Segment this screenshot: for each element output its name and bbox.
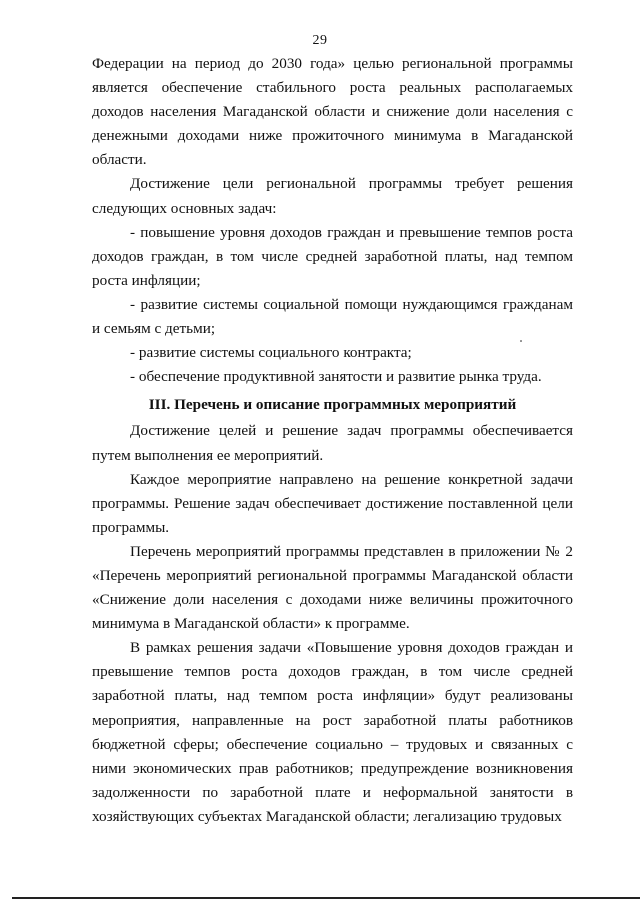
scan-speck: [520, 340, 522, 342]
paragraph-each-measure: Каждое мероприятие направлено на решение конкретной задачи программы. Решение задач обеспечивает достижение поставленной цели программы.: [92, 470, 573, 536]
list-item-employment: - обеспечение продуктивной занятости и развитие рынка труда.: [130, 368, 542, 386]
paragraph-within-task: В рамках решения задачи «Повышение уровня доходов граждан и превышение темпов роста доходов граждан, в том числе средней заработной платы, над темпом роста инфляции» будут реализованы мероприятия, направленные на рост заработной платы работников бюджетной сферы; обеспечение социально – трудовых и связанных с ними экономических прав работников; предупреждение возникновения задолженности по заработной плате и неформальной занятости в хозяйствующих субъектах Магаданской области; легализацию трудовых: [92, 639, 573, 825]
list-item-income-growth: - повышение уровня доходов граждан и превышение темпов роста доходов граждан, в том числе средней заработной платы, над темпом роста инфляции;: [92, 223, 573, 289]
bottom-scan-edge: [12, 897, 640, 899]
paragraph-achievement: Достижение целей и решение задач программы обеспечивается путем выполнения ее мероприятий.: [92, 422, 573, 464]
list-item-social-contract: - развитие системы социального контракта;: [130, 344, 412, 362]
paragraph-measures-list: Перечень мероприятий программы представлен в приложении № 2 «Перечень мероприятий региональной программы Магаданской области «Снижение доли населения с доходами ниже величины прожиточного минимума в Магаданской области» к программе.: [92, 542, 573, 633]
section-heading: III. Перечень и описание программных мероприятий: [148, 396, 517, 414]
list-item-social-assistance: - развитие системы социальной помощи нуждающимся гражданам и семьям с детьми;: [92, 295, 573, 338]
paragraph-goal-statement: Федерации на период до 2030 года» целью региональной программы является обеспечение стабильного роста реальных располагаемых доходов населения Магаданской области и снижение доли населения с денежными доходами ниже прожиточного минимума в Магаданской области.: [92, 55, 573, 169]
document-body: [92, 52, 573, 829]
page-number: 29: [312, 33, 328, 48]
paragraph-tasks-intro: Достижение цели региональной программы требует решения следующих основных задач:: [92, 175, 573, 217]
